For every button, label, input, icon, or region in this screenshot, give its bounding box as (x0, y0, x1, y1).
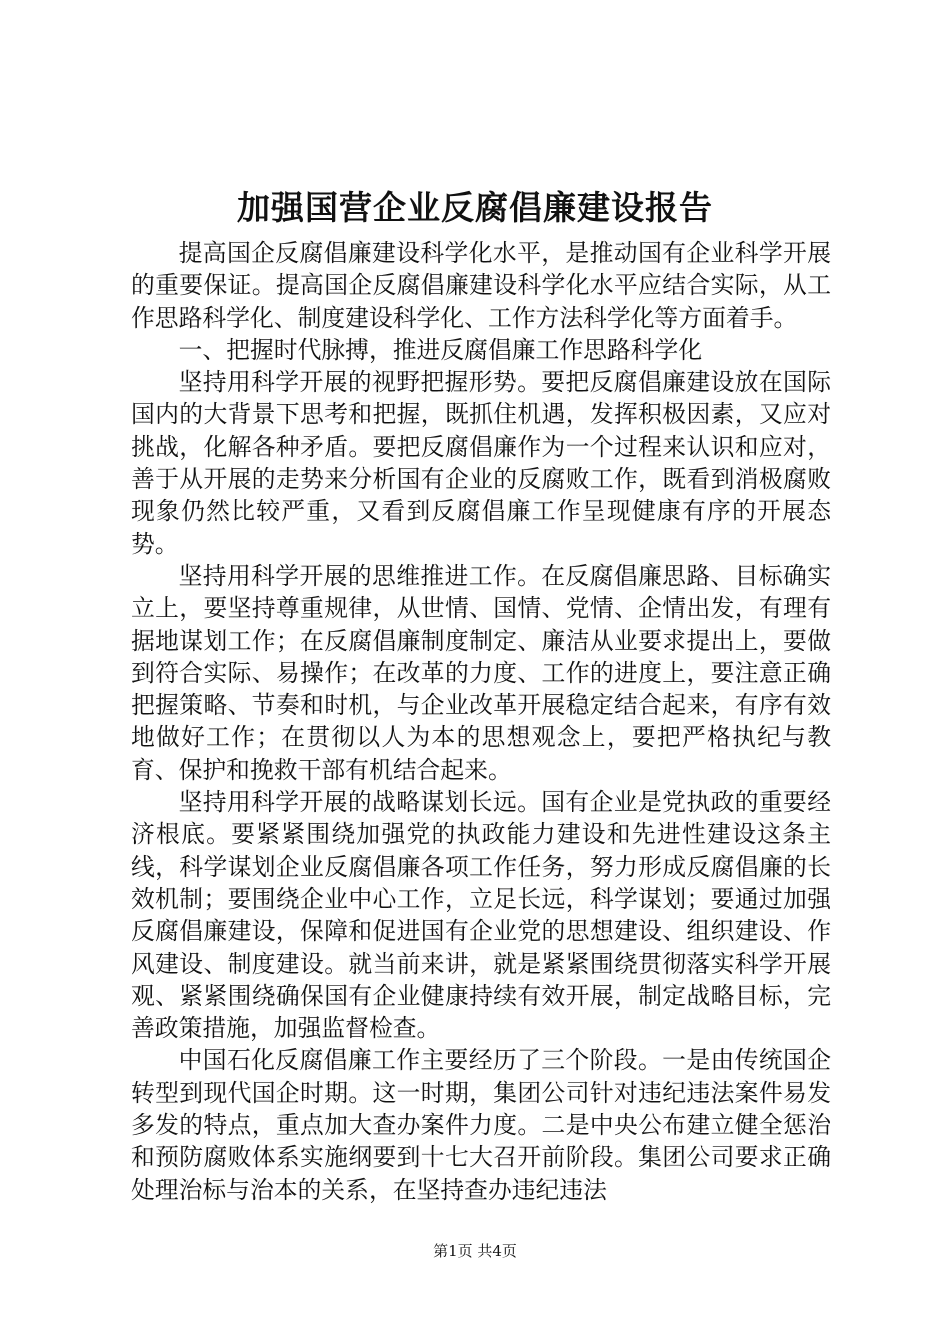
document-title: 加强国营企业反腐倡廉建设报告 (237, 188, 713, 227)
paragraph-strategy: 坚持用科学开展的战略谋划长远。国有企业是党执政的重要经济根底。要紧紧围绕加强党的执政能力建设和先进性建设这条主线，科学谋划企业反腐倡廉各项工作任务，努力形成反腐倡廉的长效机制；要围绕企业中心工作，立足长远，科学谋划；要通过加强反腐倡廉建设，保障和促进国有企业党的思想建设、组织建设、作风建设、制度建设。就当前来讲，就是紧紧围绕贯彻落实科学开展观、紧紧围绕确保国有企业健康持续有效开展，制定战略目标，完善政策措施，加强监督检查。 (131, 788, 831, 1043)
paragraph-sinopec-stages: 中国石化反腐倡廉工作主要经历了三个阶段。一是由传统国企转型到现代国企时期。这一时期，集团公司针对违纪违法案件易发多发的特点，重点加大查办案件力度。二是中央公布建立健全惩治和预防腐败体系实施纲要到十七大召开前阶段。集团公司要求正确处理治标与治本的关系，在坚持查办违纪违法 (131, 1046, 831, 1204)
document-body (131, 237, 831, 1206)
page-number-footer: 第1页 共4页 (433, 1242, 517, 1260)
paragraph-intro: 提高国企反腐倡廉建设科学化水平，是推动国有企业科学开展的重要保证。提高国企反腐倡廉建设科学化水平应结合实际，从工作思路科学化、制度建设科学化、工作方法科学化等方面着手。 (131, 239, 831, 332)
paragraph-vision: 坚持用科学开展的视野把握形势。要把反腐倡廉建设放在国际国内的大背景下思考和把握，既抓住机遇，发挥积极因素，又应对挑战，化解各种矛盾。要把反腐倡廉作为一个过程来认识和应对，善于从开展的走势来分析国有企业的反腐败工作，既看到消极腐败现象仍然比较严重，又看到反腐倡廉工作呈现健康有序的开展态势。 (131, 368, 831, 558)
paragraph-thinking: 坚持用科学开展的思维推进工作。在反腐倡廉思路、目标确实立上，要坚持尊重规律，从世情、国情、党情、企情出发，有理有据地谋划工作；在反腐倡廉制度制定、廉洁从业要求提出上，要做到符合实际、易操作；在改革的力度、工作的进度上，要注意正确把握策略、节奏和时机，与企业改革开展稳定结合起来，有序有效地做好工作；在贯彻以人为本的思想观念上，要把严格执纪与教育、保护和挽救干部有机结合起来。 (131, 561, 831, 784)
section-heading-1: 一、把握时代脉搏，推进反腐倡廉工作思路科学化 (178, 335, 703, 364)
